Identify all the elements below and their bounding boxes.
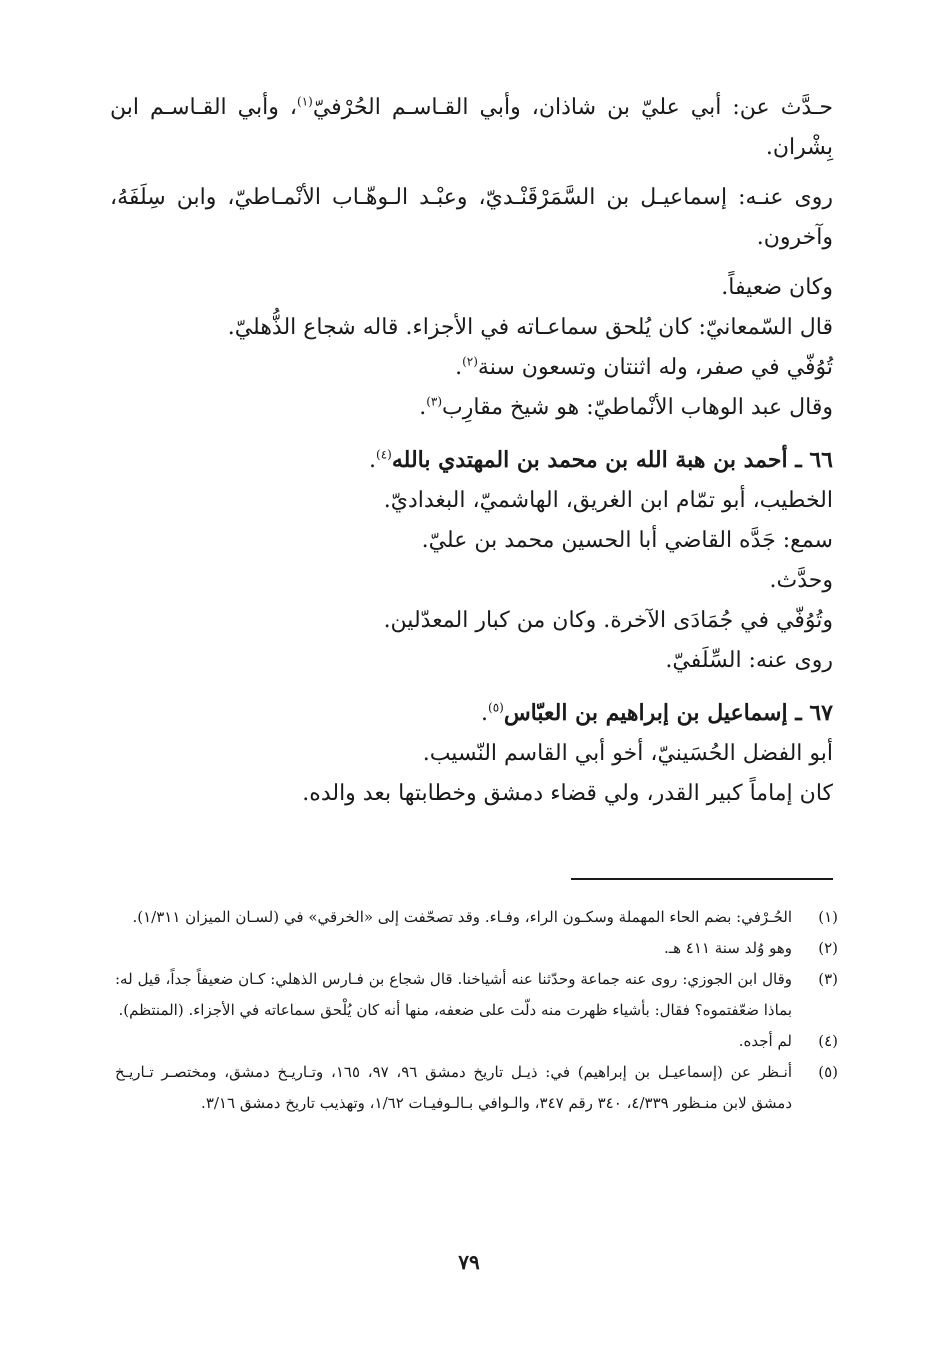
footnote-number: (٤) <box>818 1032 838 1050</box>
paragraph-haddath: وحدَّث. <box>769 568 833 593</box>
footnote-ref-2[interactable]: (٢) <box>462 354 478 369</box>
footnote-text: لم أجده. <box>738 1032 792 1050</box>
footnote-ref-3[interactable]: (٣) <box>426 394 443 409</box>
footnote-number: (٥) <box>818 1063 838 1081</box>
footnote-number: (١) <box>818 908 838 926</box>
paragraph-death-text: تُوُفّي في صفر، وله اثنتان وتسعون سنة <box>477 355 833 380</box>
footnote-ref-1[interactable]: (١) <box>297 94 313 109</box>
footnote-ref-4[interactable]: (٤) <box>376 447 392 462</box>
footnote-text: أنـظر عن (إسماعيـل بن إبراهيم) في: ذيـل تاريخ دمشق ٩٦، ٩٧، ١٦٥، وتـاريـخ دمشق، ومختصـر تـاريـخ دمشق لابن منـظور ٤/٣٣٩، ٣٤٠ رقم ٣٤٧، والـوافي بـالـوفيـات ١/٦٢، وتهذيب تاريخ دمشق ٣/١٦. <box>115 1063 792 1112</box>
entry-heading-66 <box>110 440 833 481</box>
footnote-4 <box>115 1026 838 1057</box>
footnote-text: وقال ابن الجوزي: روى عنه جماعة وحدّثنا عنه أشياخنا. قال شجاع بن فـارس الذهلي: كـان ضعيفاً جداً، قيل له: بماذا ضعّفتموه؟ فقال: بأشياء ظهرت منه دلّت على ضعفه، منها أنه كان يُلْحق سماعاته في الأجزاء. (المنتظم). <box>115 970 792 1019</box>
footnote-1 <box>115 902 838 933</box>
paragraph-qada: كان إماماً كبير القدر، ولي قضاء دمشق وخطابتها بعد والده. <box>302 781 833 806</box>
paragraph-hadath <box>110 88 833 168</box>
page-number: ٧٩ <box>458 1250 480 1274</box>
footnote-number: (٢) <box>818 939 838 957</box>
entry-heading-66-text: ٦٦ ـ أحمد بن هبة الله بن محمد بن المهتدي بالله <box>391 447 833 473</box>
footnote-text: وهو وُلد سنة ٤١١ هـ. <box>663 939 792 957</box>
paragraph-khatib: الخطيب، أبو تمّام ابن الغريق، الهاشميّ، البغداديّ. <box>383 488 833 513</box>
paragraph-husaini: أبو الفضل الحُسَينيّ، أخو أبي القاسم النّسيب. <box>422 741 833 766</box>
paragraph-hadath-tail: ، وأبي القـاسـم ابن بِشْران. <box>110 95 833 160</box>
footnote-3 <box>115 964 838 1026</box>
entry-heading-66-tail: . <box>369 448 377 473</box>
paragraph-anmati-tail: . <box>419 395 427 420</box>
paragraph-daif: وكان ضعيفاً. <box>721 275 833 300</box>
main-text <box>110 88 833 814</box>
paragraph-samani: قال السّمعانيّ: كان يُلحق سماعـاته في الأجزاء. قاله شجاع الذُّهليّ. <box>227 315 833 340</box>
paragraph-death-tail: . <box>455 355 463 380</box>
paragraph-hadath-text: حـدَّث عن: أبي عليّ بن شاذان، وأبي القـاسـم الحُرْفيّ <box>312 95 833 120</box>
paragraph-rawa: روى عنـه: إسماعيـل بن السَّمَرْقَنْـديّ، وعبْـد الـوهّـاب الأنْمـاطيّ، وابن سِلَفَهُ، وآخرون. <box>110 185 833 250</box>
footnote-text: الحُـرْفي: بضم الحاء المهملة وسكـون الراء، وفـاء. وقد تصحّفت إلى «الخرقي» في (لسـان الميزان ١/٣١١). <box>132 908 792 926</box>
footnote-number: (٣) <box>818 970 838 988</box>
footnote-2 <box>115 933 838 964</box>
footnotes <box>115 902 838 1119</box>
entry-heading-67-tail: . <box>481 701 488 726</box>
paragraph-samia: سمع: جَدَّه القاضي أبا الحسين محمد بن عليّ. <box>421 528 833 553</box>
paragraph-anmati-text: وقال عبد الوهاب الأنْماطيّ: هو شيخ مقارِب <box>442 395 833 420</box>
paragraph-jumada: وتُوُفّي في جُمَادَى الآخرة. وكان من كبار المعدّلين. <box>383 608 833 633</box>
entry-heading-67-text: ٦٧ ـ إسماعيل بن إبراهيم بن العبّاس <box>503 700 833 726</box>
paragraph-death <box>110 348 833 388</box>
paragraph-silafi: روى عنه: السِّلَفيّ. <box>665 648 833 673</box>
paragraph-anmati <box>110 388 833 428</box>
footnote-divider <box>571 878 833 880</box>
entry-heading-67 <box>110 693 833 734</box>
footnote-5 <box>115 1057 838 1119</box>
footnote-ref-5[interactable]: (٥) <box>488 700 504 715</box>
